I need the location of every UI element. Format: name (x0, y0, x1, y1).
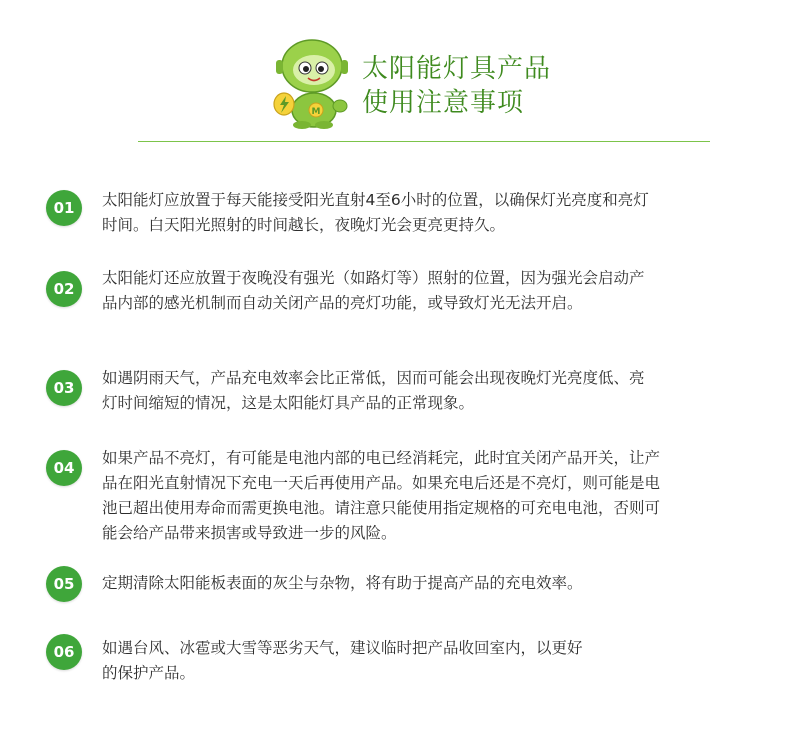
item-number-badge: 02 (46, 271, 82, 307)
item-text: 如遇阴雨天气，产品充电效率会比正常低，因而可能会出现夜晚灯光亮度低、亮 灯时间缩短的情况，这是太阳能灯具产品的正常现象。 (102, 369, 645, 412)
item-number-badge: 04 (46, 450, 82, 486)
header-divider (138, 141, 710, 142)
page-header (0, 0, 800, 150)
title-line-1: 太阳能灯具产品 (362, 54, 552, 84)
item-number-badge: 05 (46, 566, 82, 602)
item-number-badge: 03 (46, 370, 82, 406)
item-number-badge: 01 (46, 190, 82, 226)
item-number-badge: 06 (46, 634, 82, 670)
mascot-icon (262, 34, 354, 130)
item-text: 太阳能灯还应放置于夜晚没有强光（如路灯等）照射的位置，因为强光会启动产 品内部的感光机制而自动关闭产品的亮灯功能，或导致灯光无法开启。 (102, 269, 645, 312)
item-text: 如遇台风、冰雹或大雪等恶劣天气，建议临时把产品收回室内，以更好 的保护产品。 (102, 639, 583, 682)
svg-text:M: M (311, 107, 321, 117)
item-text: 如果产品不亮灯，有可能是电池内部的电已经消耗完，此时宜关闭产品开关，让产 品在阳光直射情况下充电一天后再使用产品。如果充电后还是不亮灯，则可能是电 池已超出使用寿命而需更换电池。请注意只能使用指定规格的可充电电池，否则可 能会给产品带来损害或导致进一步的风险。 (102, 449, 661, 542)
item-text: 太阳能灯应放置于每天能接受阳光直射4至6小时的位置，以确保灯光亮度和亮灯 时间。白天阳光照射的时间越长，夜晚灯光会更亮更持久。 (102, 191, 649, 234)
title-line-2: 使用注意事项 (362, 88, 525, 118)
item-text: 定期清除太阳能板表面的灰尘与杂物，将有助于提高产品的充电效率。 (102, 574, 583, 592)
page-title (362, 52, 551, 120)
